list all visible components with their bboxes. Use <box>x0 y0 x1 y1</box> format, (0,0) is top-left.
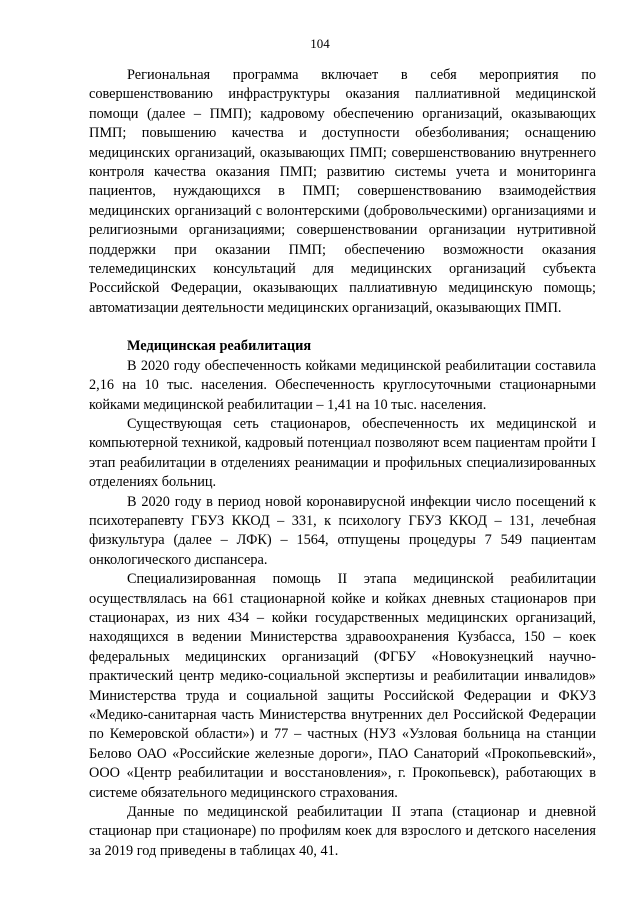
paragraph-stage-two-care: Специализированная помощь II этапа медицинской реабилитации осуществлялась на 661 стационарной койке и койках дневных стационаров при стационарах, из них 434 – койки государственных медицинских организаций, находящихся в ведении Министерства здравоохранения Кузбасса, 150 – коек федеральных медицинских организаций (ФГБУ «Новокузнецкий научно-практический центр медико-социальной экспертизы и реабилитации инвалидов» Министерства труда и социальной защиты Российской Федерации и ФКУЗ «Медико-санитарная часть Министерства внутренних дел Российской Федерации по Кемеровской области») и 77 – частных (НУЗ «Узловая больница на станции Белово ОАО «Российские железные дороги», ПАО Санаторий «Прокопьевский», ООО «Центр реабилитации и восстановления», г. Прокопьевск), работающих в системе обязательного медицинского страхования. <box>89 571 596 801</box>
section-heading: Медицинская реабилитация <box>127 338 312 355</box>
paragraph-covid-visits: В 2020 году в период новой коронавирусной инфекции число посещений к психотерапевту ГБУЗ ККОД – 331, к психологу ГБУЗ ККОД – 131, лечебная физкультура (далее – ЛФК) – 1564, отпущены процедуры 7 549 пациентам онкологического диспансера. <box>89 493 596 568</box>
page-number: 104 <box>310 36 330 51</box>
document-body <box>89 66 596 861</box>
paragraph-tables-reference: Данные по медицинской реабилитации II этапа (стационар и дневной стационар при стационаре) по профилям коек для взрослого и детского населения за 2019 год приведены в таблицах 40, 41. <box>89 804 596 859</box>
paragraph-regional-program: Региональная программа включает в себя мероприятия по совершенствованию инфраструктуры оказания паллиативной медицинской помощи (далее – ПМП); кадровому обеспечению организаций, оказывающих ПМП; повышению качества и доступности обезболивания; оснащению медицинских организаций, оказывающих ПМП; совершенствованию внутреннего контроля качества оказания ПМП; развитию системы учета и мониторинга пациентов, нуждающихся в ПМП; совершенствованию взаимодействия медицинских организаций с волонтерскими (добровольческими) организациями и религиозными организациями; совершенствовании организации нутритивной поддержки при оказании ПМП; обеспечению возможности оказания телемедицинских консультаций для медицинских организаций субъекта Российской Федерации, оказывающих паллиативную медицинскую помощь; автоматизации деятельности медицинских организаций, оказывающих ПМП. <box>89 67 596 316</box>
paragraph-bed-provision: В 2020 году обеспеченность койками медицинской реабилитации составила 2,16 на 10 тыс. населения. Обеспеченность круглосуточными стационарными койками медицинской реабилитации – 1,41 на 10 тыс. населения. <box>89 357 596 413</box>
paragraph-hospital-network: Существующая сеть стационаров, обеспеченность их медицинской и компьютерной техникой, кадровый потенциал позволяют всем пациентам пройти I этап реабилитации в отделениях реанимации и профильных специализированных отделениях больниц. <box>89 415 596 491</box>
